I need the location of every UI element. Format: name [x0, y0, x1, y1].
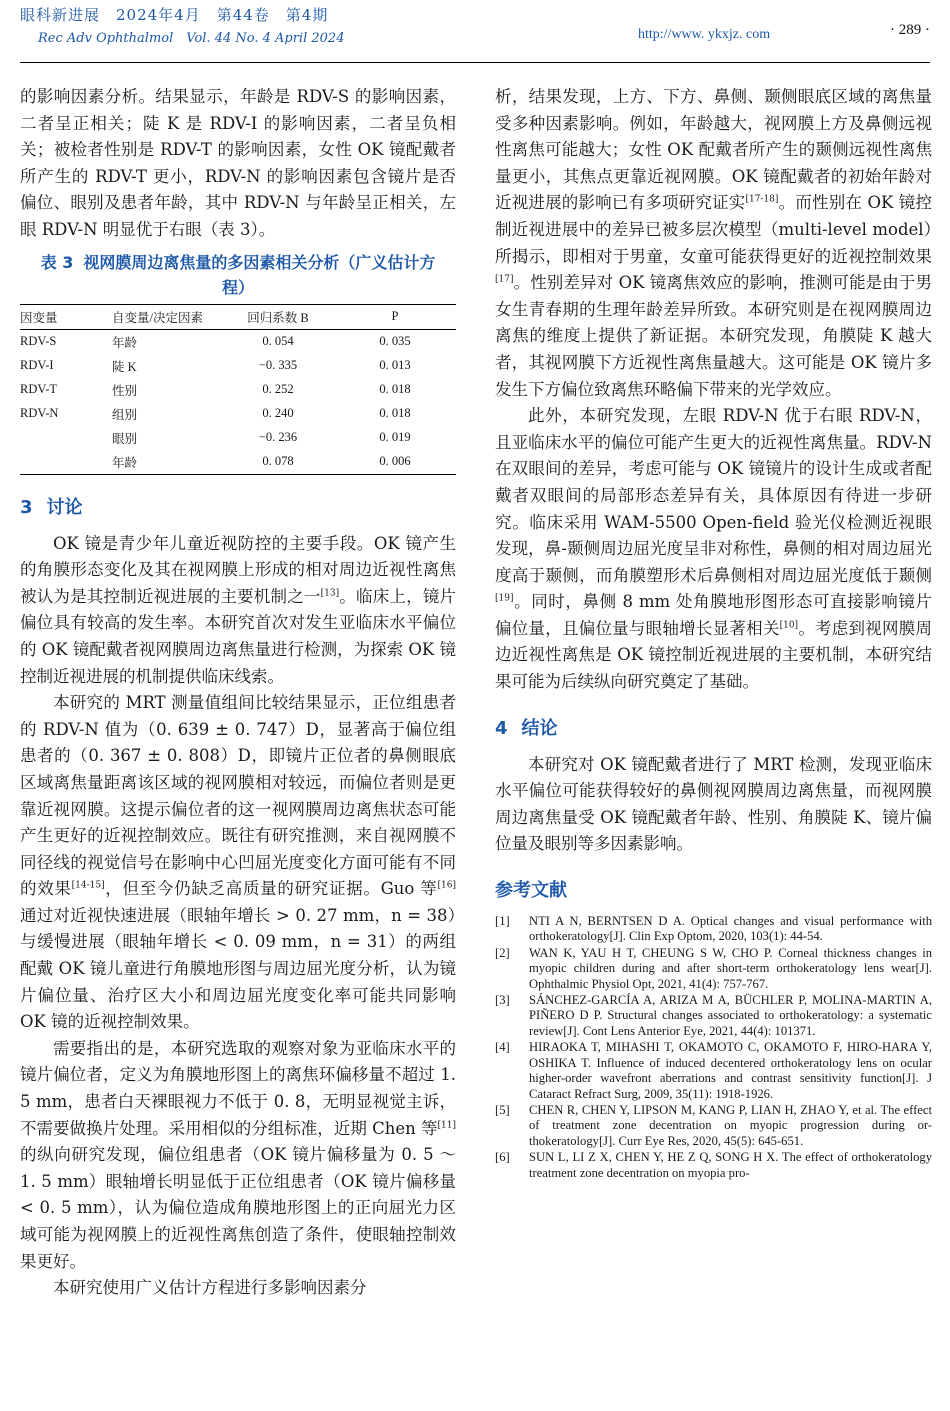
table-cell: 性别	[112, 383, 138, 398]
reference-item	[495, 1103, 932, 1149]
text-span: 需要指出的是，本研究选取的观察对象为亚临床水平的镜片偏位者，定义为角膜地形图上的离焦环偏移量不超过 1. 5 mm，患者白天裸眼视力不低于 0. 8，无明显视觉主诉，不需要做换片处理。采用相似的分组标准，近期 Chen 等	[20, 1038, 456, 1138]
reference-number: [1]	[495, 914, 510, 929]
table-cell: 0. 013	[379, 358, 411, 373]
text-span: OK 镜是青少年儿童近视防控的主要手段。OK 镜产生的角膜形态变化及其在视网膜上形成的相对周边近视性离焦被认为是其控制近视进展的主要机制之一	[20, 533, 456, 606]
table-title: 视网膜周边离焦量的多因素相关分析（广义估计方程）	[83, 252, 436, 297]
text-span: 本研究的 MRT 测量值组间比较结果显示，正位组患者的 RDV-N 值为（0. 639 ± 0. 747）D，显著高于偏位组患者的（0. 367 ± 0. 808）D，即镜片正位者的鼻侧眼底区域离焦量距离该区域的视网膜相对较远，而偏位者则是更靠近视网膜。这提示偏位者的这一视网膜周边离焦状态可能产生更好的近视控制效应。既往有研究推测，来自视网膜不同径线的视觉信号在影响中心凹屈光度变化方面可能有不同的效果	[20, 693, 456, 899]
table-cell: 年龄	[112, 335, 138, 350]
table-header-row	[20, 304, 456, 329]
table-cell: 0. 018	[379, 382, 411, 397]
table-cell	[20, 426, 112, 450]
reference-text: NTI A N, BERNTSEN D A. Optical changes and visual performance with orthokeratology[J]. Clin Exp Optom, 2020, 103(1): 44-54.	[529, 914, 932, 944]
text-span: 此外，本研究发现，左眼 RDV-N 优于右眼 RDV-N，且亚临床水平的偏位可能产生更大的近视性离焦量。RDV-N 在双眼间的差异，考虑可能与 OK 镜镜片的设计生成或者配戴者双眼间的局部形态差异有关，具体原因有待进一步研究。临床采用 WAM-5500 Open-field 验光仪检测近视眼发现，鼻-颞侧周边屈光度呈非对称性，鼻侧的相对周边屈光度高于颞侧，而角膜塑形术后鼻侧相对周边屈光度低于颞侧	[495, 406, 932, 585]
references-heading: 参考文献	[495, 880, 567, 902]
reference-list	[495, 914, 932, 1181]
table-cell: 0. 054	[262, 334, 294, 349]
citation[interactable]: [11]	[437, 1120, 456, 1131]
table-cell: 0. 240	[262, 406, 294, 421]
table-header-cell: 自变量/决定因素	[112, 304, 222, 329]
text-span: 。而性别在 OK 镜控制近视进展中的差异已被多层次模型（multi-level model）所揭示，即相对于男童，女童可能获得更好的近视控制效果	[495, 193, 933, 266]
paragraph-discussion-4-cont	[495, 84, 932, 403]
table-header-cell: 因变量	[20, 304, 112, 329]
page-header	[20, 0, 930, 64]
paragraph-discussion-2	[20, 690, 456, 1036]
paragraph-conclusion: 本研究对 OK 镜配戴者进行了 MRT 检测，发现亚临床水平偏位可能获得较好的鼻侧视网膜周边离焦量，而视网膜周边离焦量受 OK 镜配戴者年龄、性别、角膜陡 K、镜片偏位量及眼别等多因素影响。	[495, 754, 932, 854]
reference-item	[495, 946, 932, 992]
reference-text: WAN K, YAU H T, CHEUNG S W, CHO P. Corneal thickness changes in myopic children during and after short-term orthokeratology lens wear[J]. Ophthalmic Physiol Opt, 2021, 41(4): 757-767.	[529, 945, 932, 991]
paragraph-discussion-4: 本研究使用广义估计方程进行多影响因素分	[53, 1278, 367, 1298]
text-span: 。同时，鼻侧 8 mm 处角膜地形图形态可直接影响镜片偏位量，且偏位量与眼轴增长显著相关	[495, 592, 932, 638]
table-cell: 0. 018	[379, 406, 411, 421]
reference-text: SUN L, LI Z X, CHEN Y, HE Z Q, SONG H X. The effect of orthokeratology treatment zone decentration on myopia pro-	[529, 1150, 932, 1180]
table-row	[20, 426, 456, 450]
journal-title-cn: 眼科新进展 2024年4月 第44卷 第4期	[20, 6, 329, 24]
table-cell: 0. 035	[379, 334, 411, 349]
section-number: 4	[495, 717, 508, 739]
reference-number: [4]	[495, 1040, 510, 1055]
table-cell: 0. 252	[262, 382, 294, 397]
table-cell: RDV-T	[20, 382, 58, 397]
table-cell: −0. 335	[258, 358, 298, 373]
reference-text: HIRAOKA T, MIHASHI T, OKAMOTO C, OKAMOTO F, HIRO-HARA Y, OSHIKA T. Influence of induced decentered orthokeratology lens on ocular higher-order wavefront aberrations and contrast sensitivity function[J]. J Cataract Refract Surg, 2009, 35(11): 1918-1926.	[529, 1040, 932, 1101]
text-span: 。考虑到视网膜周边近视性离焦是 OK 镜控制近视进展的主要机制，本研究结果可能为后续纵向研究奠定了基础。	[495, 618, 933, 692]
citation[interactable]: [10]	[779, 620, 799, 631]
journal-title-en: Rec Adv Ophthalmol Vol. 44 No. 4 April 2024	[38, 31, 345, 46]
text-span: 的纵向研究发现，偏位组患者（OK 镜片偏移量为 0. 5 ～ 1. 5 mm）眼轴增长明显低于正位组患者（OK 镜片偏移量 < 0. 5 mm），认为偏位造成角膜地形图上的正向屈光力区域可能为视网膜上的近视性离焦创造了条件，使眼轴控制效果更好。	[20, 1145, 456, 1271]
citation[interactable]: [19]	[495, 593, 514, 604]
citation[interactable]: [17]	[495, 274, 514, 285]
table-cell: 0. 006	[379, 454, 411, 469]
journal-url[interactable]: http://www. ykxjz. com	[638, 27, 771, 42]
table-number: 表 3	[40, 252, 74, 272]
text-span: 。性别差异对 OK 镜离焦效应的影响，推测可能是由于男女生青春期的生理年龄差异所致。本研究则是在视网膜周边离焦的维度上提供了新证据。本研究发现，角膜陡 K 越大者，其视网膜下方近视性离焦量越大。这可能是 OK 镜片多发生下方偏位致离焦环略偏下带来的光学效应。	[495, 273, 932, 399]
table-cell: 0. 019	[379, 430, 411, 445]
section-title: 结论	[521, 717, 558, 739]
text-span: 通过对近视快速进展（眼轴年增长 > 0. 27 mm，n = 38）与缓慢进展（眼轴年增长 < 0. 09 mm，n = 31）的两组配戴 OK 镜儿童进行角膜地形图与周边屈光度分析，认为镜片偏位量、治疗区大小和周边屈光度变化率可能共同影响 OK 镜的近视控制效果。	[20, 905, 456, 1032]
table-cell: −0. 236	[258, 430, 298, 445]
text-span: ，但至今仍缺乏高质量的研究证据。Guo 等	[104, 879, 438, 899]
reference-item	[495, 914, 932, 945]
table-row	[20, 450, 456, 475]
text-span: 析，结果发现，上方、下方、鼻侧、颞侧眼底区域的离焦量受多种因素影响。例如，年龄越大，视网膜上方及鼻侧远视性离焦可能越大；女性 OK 配戴者所产生的颞侧远视性离焦量更小，其焦点更靠近视网膜。OK 镜配戴者的初始年龄对近视进展的影响已有多项研究证实	[495, 87, 932, 213]
table-cell: RDV-I	[20, 358, 54, 373]
reference-item	[495, 1150, 932, 1181]
right-column	[495, 84, 932, 1182]
paragraph-discussion-5	[495, 403, 932, 696]
paragraph-discussion-3	[20, 1036, 456, 1275]
reference-number: [5]	[495, 1102, 510, 1117]
header-divider	[20, 62, 930, 63]
section-title: 讨论	[46, 496, 83, 518]
paragraph-discussion-1	[20, 531, 456, 691]
section-number: 3	[20, 496, 33, 518]
section-heading-conclusion	[495, 714, 932, 738]
table-cell: 陡 K	[112, 359, 137, 374]
table-cell	[20, 450, 112, 475]
reference-text: CHEN R, CHEN Y, LIPSON M, KANG P, LIAN H, ZHAO Y, et al. The effect of treatment zone decentration on myopic progression during or-thokeratology[J]. Curr Eye Res, 2020, 45(5): 645-651.	[529, 1102, 932, 1148]
citation[interactable]: [17-18]	[745, 194, 779, 205]
reference-text: SÁNCHEZ-GARCÍA A, ARIZA M A, BÜCHLER P, MOLINA-MARTIN A, PIÑERO D P. Structural changes associated to orthokeratology: a systematic review[J]. Cont Lens Anterior Eye, 2021, 44(4): 101371.	[529, 993, 932, 1038]
reference-number: [3]	[495, 993, 510, 1008]
citation[interactable]: [14-15]	[71, 880, 105, 891]
text-span: 。临床上，镜片偏位具有较高的发生率。本研究首次对发生亚临床水平偏位的 OK 镜配戴者视网膜周边离焦量进行检测，为探索 OK 镜控制近视进展的机制提供临床线索。	[20, 586, 457, 686]
table-header-cell: P	[334, 304, 456, 329]
reference-number: [2]	[495, 945, 510, 960]
left-column	[20, 84, 456, 1302]
table-cell: RDV-N	[20, 406, 59, 421]
table-cell: 0. 078	[262, 454, 294, 469]
table-header-cell: 回归系数 B	[222, 304, 334, 329]
table-row	[20, 402, 456, 426]
paragraph-results: 的影响因素分析。结果显示，年龄是 RDV-S 的影响因素，二者呈正相关；陡 K 是 RDV-I 的影响因素，二者呈负相关；被检者性别是 RDV-T 的影响因素，女性 OK 镜配戴者所产生的 RDV-T 更小，RDV-N 的影响因素包含镜片是否偏位、眼别及患者年龄，其中 RDV-N 与年龄呈正相关，左眼 RDV-N 明显优于右眼（表 3）。	[20, 87, 456, 239]
table-cell: 眼别	[112, 431, 138, 446]
table-row	[20, 378, 456, 402]
table-3	[20, 304, 456, 475]
page-number: · 289 ·	[890, 22, 930, 38]
section-heading-discussion	[20, 493, 456, 517]
table-row	[20, 329, 456, 354]
table-caption	[34, 250, 442, 300]
table-cell: 组别	[112, 407, 138, 422]
reference-number: [6]	[495, 1150, 510, 1165]
table-cell: RDV-S	[20, 334, 57, 349]
table-cell: 年龄	[112, 455, 138, 470]
citation[interactable]: [13]	[320, 588, 340, 599]
citation[interactable]: [16]	[437, 880, 456, 891]
reference-item	[495, 993, 932, 1039]
table-row	[20, 354, 456, 378]
reference-item	[495, 1040, 932, 1102]
